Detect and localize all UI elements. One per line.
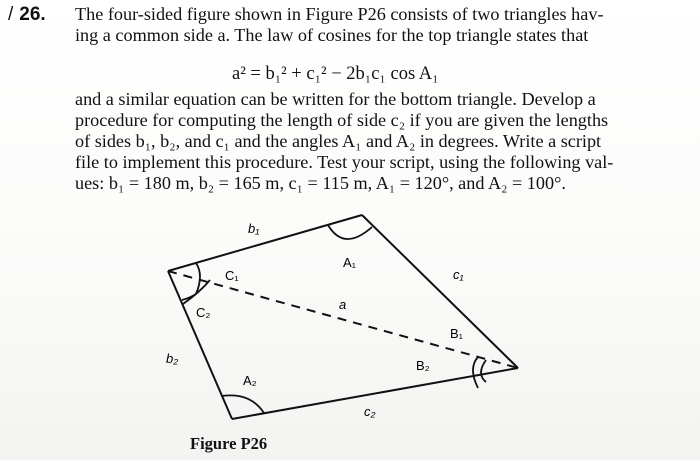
problem-text-line-7: ues: b₁ = 180 m, b₂ = 165 m, c₁ = 115 m, A₁ = 120°, and A₂ = 100°. <box>75 173 566 193</box>
figure-caption: Figure P26 <box>190 434 268 453</box>
label-a: a <box>339 297 347 312</box>
problem-text-line-2: ing a common side a. The law of cosines for the top triangle states that <box>75 25 589 45</box>
side-b1 <box>168 215 362 271</box>
label-A2: A₂ <box>243 373 257 388</box>
angle-arc-B2 <box>481 360 486 382</box>
label-b1: b₁ <box>248 221 260 236</box>
problem-text-line-3: and a similar equation can be written for the bottom triangle. Develop a <box>75 89 596 109</box>
problem-text-line-5: of sides b₁, b₂, and c₁ and the angles A₁ and A₂ in degrees. Write a script <box>75 131 602 151</box>
label-b2: b₂ <box>166 351 179 366</box>
angle-arc-C1 <box>182 263 200 300</box>
problem-text-line-1: The four-sided figure shown in Figure P26 consists of two triangles hav- <box>75 4 604 24</box>
label-B1: B₁ <box>450 326 464 341</box>
label-c1-side: c₁ <box>453 267 464 282</box>
label-C1: C₁ <box>225 268 239 283</box>
label-c2: c₂ <box>364 404 376 419</box>
label-B2: B₂ <box>416 358 430 373</box>
angle-arc-A1 <box>328 225 372 239</box>
quadrilateral <box>168 215 518 419</box>
check-mark: / <box>8 4 14 25</box>
label-A1: A₁ <box>343 255 357 270</box>
side-c1 <box>362 215 518 368</box>
common-side-a <box>168 271 518 368</box>
problem-text-line-6: file to implement this procedure. Test your script, using the following val- <box>75 152 614 172</box>
label-C2: C₂ <box>196 305 211 320</box>
law-of-cosines-equation: a² = b₁² + c₁² − 2b₁c₁ cos A₁ <box>232 64 439 84</box>
problem-text-line-4: procedure for computing the length of side c₂ if you are given the lengths <box>75 110 609 130</box>
angle-arc-B1 <box>473 357 478 388</box>
problem-number-text: 26. <box>19 4 46 25</box>
